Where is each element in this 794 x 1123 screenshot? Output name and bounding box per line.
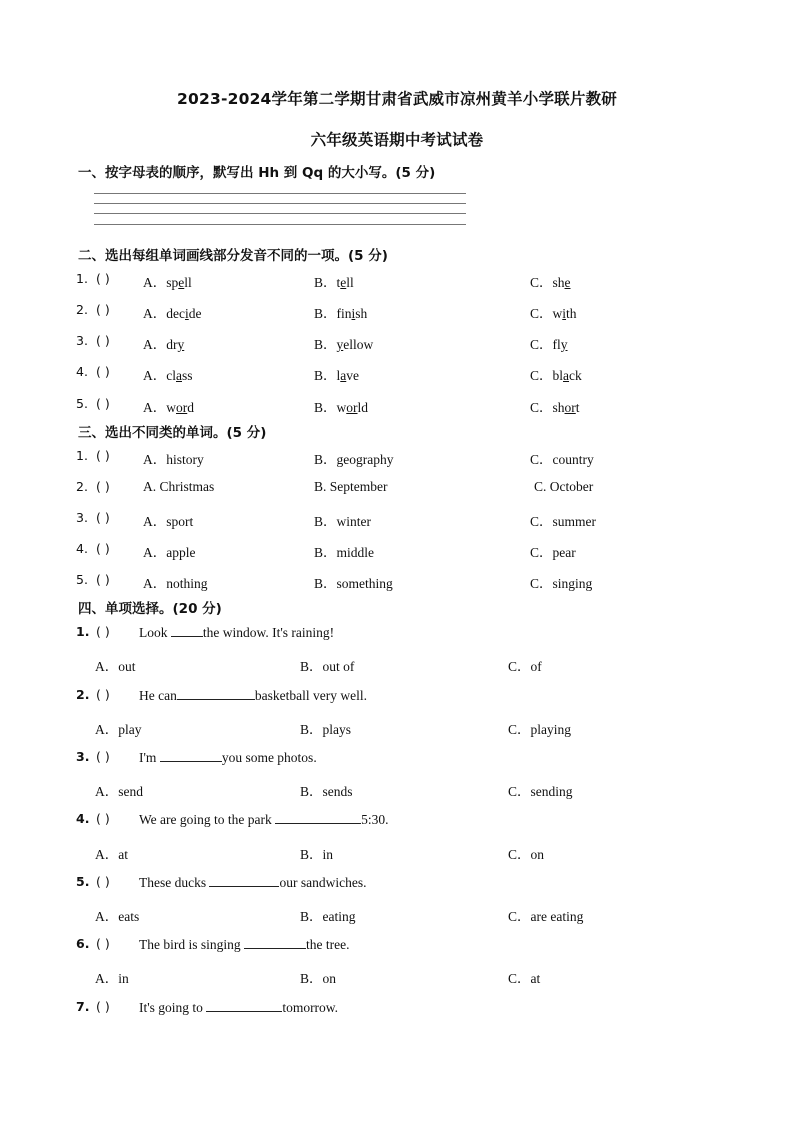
option-b-pre: B．w [314,400,347,415]
option-a: A．eats [95,909,140,924]
question-row [0,333,794,353]
option-a-pre: A．sp [143,275,179,290]
question-row [0,687,794,707]
stem-text-after: the window. It's raining! [202,625,335,640]
option-c: C．are eating [508,909,584,924]
option-b: B．in [300,847,334,862]
option-b: B．sends [300,784,353,799]
question-row [0,572,794,592]
option-c-pre: C．w [530,306,563,321]
answer-bracket[interactable]: ( ) [96,396,110,411]
question-row [0,541,794,561]
option-a-pre: A．dr [143,337,178,352]
stem-text-after: our sandwiches. [279,875,367,890]
option-a: A．sport [143,514,194,529]
question-number: 3. [76,749,90,764]
option-c-u: a [563,368,570,383]
option-b: B. September [314,479,388,494]
question-number: 5. [76,874,90,889]
question-stem [139,811,389,828]
question-row [0,874,794,894]
option-c [530,302,577,322]
options-row [0,655,794,675]
option-c: C．summer [530,514,596,529]
option-a: A．in [95,971,129,986]
question-row [0,749,794,769]
question-row [0,479,794,499]
option-c: C. October [534,479,594,494]
stem-text-before: He can [139,688,177,703]
stem-text-after: 5:30. [361,812,389,827]
section4-heading: 四、单项选择。(20 分) [78,601,222,617]
option-c: C．pear [530,545,576,560]
question-number: 1. [76,271,88,286]
answer-bracket[interactable]: ( ) [96,874,110,889]
option-b-post: ld [357,400,369,415]
stem-text-before: The bird is singing [139,937,244,952]
question-row [0,811,794,831]
option-a: A. Christmas [143,479,215,494]
option-a-u: y [177,337,185,352]
option-b [314,396,368,416]
option-c-pre: C．bl [530,368,564,383]
stem-text-before: We are going to the park [139,812,276,827]
option-b: B．plays [300,722,352,737]
question-number: 1. [76,624,90,639]
answer-blank[interactable] [275,811,361,824]
option-b-post: ve [346,368,360,383]
question-stem [139,936,349,953]
question-number: 3. [76,333,88,348]
option-c: C．singing [530,576,593,591]
question-row [0,510,794,530]
option-c-post: t [575,400,580,415]
option-a [143,364,193,384]
question-row [0,364,794,384]
option-c [530,364,582,384]
option-a-post: ll [184,275,192,290]
option-b [314,364,359,384]
answer-bracket[interactable]: ( ) [96,999,110,1014]
option-b: B．eating [300,909,356,924]
answer-blank[interactable] [206,999,282,1012]
question-stem [139,624,334,641]
answer-bracket[interactable]: ( ) [96,510,110,525]
answer-bracket[interactable]: ( ) [96,271,110,286]
option-b: B．something [314,576,393,591]
writing-line [94,193,466,194]
question-row [0,999,794,1019]
answer-bracket[interactable]: ( ) [96,749,110,764]
option-b [314,302,367,322]
option-c [530,396,580,416]
stem-text-after: basketball very well. [254,688,367,703]
option-b-post: sh [355,306,368,321]
option-c-pre: C．sh [530,400,565,415]
question-number: 5. [76,572,88,587]
answer-bracket[interactable]: ( ) [96,479,110,494]
option-c-u: i [562,306,567,321]
stem-text-after: the tree. [306,937,350,952]
answer-bracket[interactable]: ( ) [96,541,110,556]
option-a-u: e [178,275,185,290]
option-b-u: i [351,306,356,321]
option-b-pre: B．fin [314,306,352,321]
option-b: B．winter [314,514,371,529]
option-c [530,333,568,353]
writing-line [94,213,466,214]
option-a: A．nothing [143,576,208,591]
option-b: B．on [300,971,337,986]
question-number: 6. [76,936,90,951]
stem-text-before: Look [139,625,171,640]
option-c-pre: C．sh [530,275,565,290]
options-row [0,718,794,738]
options-row [0,780,794,800]
option-c-post: ck [569,368,582,383]
option-c-u: e [564,275,571,290]
option-b [314,271,354,291]
option-a-post: d [187,400,194,415]
option-a: A．apple [143,545,196,560]
answer-bracket[interactable]: ( ) [96,811,110,826]
question-number: 3. [76,510,88,525]
answer-bracket[interactable]: ( ) [96,302,110,317]
question-row [0,448,794,468]
question-number: 2. [76,479,88,494]
writing-line [94,224,466,225]
answer-bracket[interactable]: ( ) [96,624,110,639]
option-a: A．send [95,784,143,799]
option-a-post: de [188,306,202,321]
question-row [0,396,794,416]
option-c: C．at [508,971,541,986]
section3-heading: 三、选出不同类的单词。(5 分) [78,425,267,441]
option-a-pre: A．dec [143,306,185,321]
option-a-pre: A．cl [143,368,176,383]
answer-bracket[interactable]: ( ) [96,936,110,951]
question-number: 2. [76,302,88,317]
question-stem [139,749,317,766]
question-row [0,271,794,291]
question-number: 5. [76,396,88,411]
option-c [530,271,571,291]
option-b-post: ll [346,275,354,290]
answer-blank[interactable] [209,874,279,887]
option-a: A．play [95,722,142,737]
question-row [0,624,794,644]
question-stem [139,687,367,704]
question-number: 4. [76,541,88,556]
question-number: 1. [76,448,88,463]
question-number: 4. [76,364,88,379]
question-number: 4. [76,811,90,826]
answer-bracket[interactable]: ( ) [96,448,110,463]
option-b: B．middle [314,545,374,560]
answer-blank[interactable] [160,749,222,762]
exam-title-line1: 2023-2024学年第二学期甘肃省武威市凉州黄羊小学联片教研 [177,90,617,108]
question-stem [139,999,338,1016]
option-a: A．at [95,847,128,862]
option-a-post: ss [182,368,193,383]
stem-text-after: you some photos. [221,750,317,765]
option-a-u: or [176,400,188,415]
option-b-u: or [346,400,358,415]
exam-title-line2: 六年级英语期中考试试卷 [310,131,484,149]
answer-bracket[interactable]: ( ) [96,687,110,702]
option-c-post: th [566,306,577,321]
option-a: A．out [95,659,136,674]
stem-text-after: tomorrow. [282,1000,339,1015]
option-c-u: y [560,337,568,352]
option-a-pre: A．w [143,400,176,415]
stem-text-before: These ducks [139,875,210,890]
answer-bracket[interactable]: ( ) [96,572,110,587]
stem-text-before: I'm [139,750,160,765]
option-c: C．of [508,659,542,674]
option-b-pre: B．t [314,275,341,290]
section2-heading: 二、选出每组单词画线部分发音不同的一项。(5 分) [78,248,388,264]
option-b-pre: B．l [314,368,341,383]
option-a [143,333,184,353]
option-b-u: a [340,368,347,383]
answer-blank[interactable] [244,936,306,949]
question-row [0,302,794,322]
option-c: C．country [530,452,594,467]
writing-line [94,203,466,204]
answer-bracket[interactable]: ( ) [96,364,110,379]
answer-blank[interactable] [171,624,203,637]
option-a [143,271,192,291]
option-b-u: y [336,337,344,352]
stem-text-before: It's going to [139,1000,207,1015]
option-a-u: a [176,368,182,383]
option-a-u: i [184,306,189,321]
option-c-u: or [564,400,576,415]
option-b [314,333,373,353]
option-c: C．playing [508,722,571,737]
section1-heading: 一、按字母表的顺序，默写出 Hh 到 Qq 的大小写。(5 分) [78,165,436,181]
option-a: A．history [143,452,204,467]
option-c: C．sending [508,784,573,799]
option-c-pre: C．fl [530,337,561,352]
writing-lines [94,193,466,229]
option-b-pre: B． [314,337,337,352]
question-stem [139,874,366,891]
answer-bracket[interactable]: ( ) [96,333,110,348]
options-row [0,843,794,863]
question-number: 2. [76,687,90,702]
question-number: 7. [76,999,90,1014]
options-row [0,967,794,987]
option-b: B．geography [314,452,394,467]
option-b-u: e [340,275,347,290]
option-b: B．out of [300,659,355,674]
answer-blank[interactable] [177,687,255,700]
option-a [143,396,194,416]
options-row [0,905,794,925]
question-row [0,936,794,956]
option-b-post: ellow [343,337,374,352]
option-a [143,302,202,322]
option-c: C．on [508,847,545,862]
